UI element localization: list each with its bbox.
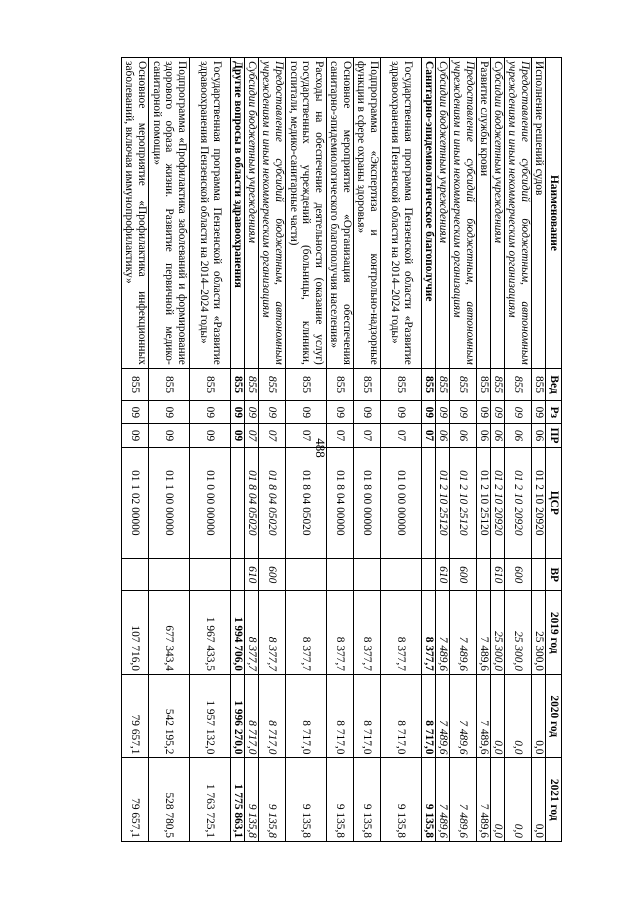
cell-rz: 09 xyxy=(477,401,491,424)
cell-2020: 1 957 132,0 xyxy=(190,674,231,758)
table-row xyxy=(122,58,149,842)
cell-2020: 7 489,6 xyxy=(450,674,477,758)
cell-2021: 7 489,6 xyxy=(477,758,491,842)
cell-csr xyxy=(231,447,245,558)
cell-2021: 9 135,8 xyxy=(245,758,259,842)
table-row xyxy=(231,58,245,842)
budget-table xyxy=(121,57,562,842)
cell-2019: 7 489,6 xyxy=(477,591,491,675)
cell-pr: 09 xyxy=(122,424,149,447)
header-rz: Рз xyxy=(546,401,562,424)
cell-2021: 7 489,6 xyxy=(450,758,477,842)
header-name: Наименование xyxy=(546,58,562,369)
cell-rz: 09 xyxy=(245,401,259,424)
cell-ved: 855 xyxy=(259,368,286,400)
cell-2019: 8 377,7 xyxy=(286,591,327,675)
cell-2021: 9 135,8 xyxy=(286,758,327,842)
cell-rz: 09 xyxy=(436,401,450,424)
cell-rz: 09 xyxy=(422,401,436,424)
cell-name: Предоставление субсидий бюджетным, автономным учреждениям и иным некоммерческим организациям xyxy=(450,58,477,369)
cell-2021: 1 763 725,1 xyxy=(190,758,231,842)
cell-2021: 1 775 863,1 xyxy=(231,758,245,842)
cell-vr: 600 xyxy=(259,558,286,590)
cell-pr: 09 xyxy=(231,424,245,447)
cell-rz: 09 xyxy=(532,401,546,424)
cell-rz: 09 xyxy=(259,401,286,424)
cell-ved: 855 xyxy=(122,368,149,400)
header-csr: ЦСР xyxy=(546,447,562,558)
cell-vr: 610 xyxy=(491,558,505,590)
cell-pr: 07 xyxy=(286,424,327,447)
cell-name: Субсидии бюджетным учреждениям xyxy=(436,58,450,369)
cell-2021: 9 135,8 xyxy=(354,758,381,842)
header-2019: 2019 год xyxy=(546,591,562,675)
cell-2020: 8 717,0 xyxy=(381,674,422,758)
cell-pr: 06 xyxy=(436,424,450,447)
cell-vr xyxy=(381,558,422,590)
cell-ved: 855 xyxy=(286,368,327,400)
cell-rz: 09 xyxy=(149,401,190,424)
cell-name: Подпрограмма «Профилактика заболеваний и формирование здорового образа жизни. Развитие первичной медико-санитарной помощи» xyxy=(149,58,190,369)
cell-2020: 8 717,0 xyxy=(286,674,327,758)
table-row xyxy=(286,58,327,842)
cell-vr xyxy=(231,558,245,590)
table-row xyxy=(436,58,450,842)
cell-vr xyxy=(422,558,436,590)
cell-csr: 01 2 10 20920 xyxy=(491,447,505,558)
cell-rz: 09 xyxy=(190,401,231,424)
cell-name: Расходы на обеспечение деятельности (оказание услуг) государственных учреждений (больницы, клиники, госпитали, медико-санитарные части) xyxy=(286,58,327,369)
cell-vr: 610 xyxy=(245,558,259,590)
cell-ved: 855 xyxy=(505,368,532,400)
cell-rz: 09 xyxy=(491,401,505,424)
cell-name: Основное мероприятие «Организация обеспечения санитарно-эпидемиологического благополучия населения» xyxy=(327,58,354,369)
cell-2019: 25 300,0 xyxy=(491,591,505,675)
cell-2019: 8 377,7 xyxy=(245,591,259,675)
cell-2021: 9 135,8 xyxy=(259,758,286,842)
cell-ved: 855 xyxy=(381,368,422,400)
cell-2020: 0,0 xyxy=(491,674,505,758)
cell-vr: 610 xyxy=(436,558,450,590)
cell-csr: 01 0 00 00000 xyxy=(381,447,422,558)
cell-vr: 600 xyxy=(505,558,532,590)
cell-csr: 01 1 00 00000 xyxy=(149,447,190,558)
cell-2020: 79 657,1 xyxy=(122,674,149,758)
cell-csr: 01 1 02 00000 xyxy=(122,447,149,558)
cell-2021: 9 135,8 xyxy=(422,758,436,842)
cell-2021: 528 780,5 xyxy=(149,758,190,842)
cell-2021: 0,0 xyxy=(505,758,532,842)
cell-2020: 8 717,0 xyxy=(354,674,381,758)
cell-csr: 01 2 10 20920 xyxy=(532,447,546,558)
cell-ved: 855 xyxy=(354,368,381,400)
cell-pr: 09 xyxy=(190,424,231,447)
cell-2021: 9 135,8 xyxy=(327,758,354,842)
cell-2021: 9 135,8 xyxy=(381,758,422,842)
table-row xyxy=(327,58,354,842)
page-number: 488 xyxy=(313,438,328,458)
cell-2019: 25 300,0 xyxy=(532,591,546,675)
cell-pr: 07 xyxy=(245,424,259,447)
cell-2019: 8 377,7 xyxy=(381,591,422,675)
cell-ved: 855 xyxy=(532,368,546,400)
header-ved: Вед xyxy=(546,368,562,400)
cell-vr xyxy=(149,558,190,590)
cell-2020: 8 717,0 xyxy=(245,674,259,758)
cell-csr: 01 2 10 20920 xyxy=(505,447,532,558)
cell-rz: 09 xyxy=(381,401,422,424)
cell-vr xyxy=(286,558,327,590)
cell-csr: 01 2 10 25120 xyxy=(436,447,450,558)
cell-name: Исполнение решений судов xyxy=(532,58,546,369)
cell-ved: 855 xyxy=(231,368,245,400)
cell-2021: 79 657,1 xyxy=(122,758,149,842)
table-row xyxy=(477,58,491,842)
cell-2021: 0,0 xyxy=(532,758,546,842)
cell-rz: 09 xyxy=(327,401,354,424)
cell-pr: 06 xyxy=(505,424,532,447)
cell-2020: 0,0 xyxy=(505,674,532,758)
cell-csr: 01 8 04 05020 xyxy=(259,447,286,558)
cell-vr xyxy=(532,558,546,590)
cell-ved: 855 xyxy=(491,368,505,400)
cell-name: Государственная программа Пензенской области «Развитие здравоохранения Пензенской области на 2014–2024 годы» xyxy=(190,58,231,369)
cell-vr: 600 xyxy=(450,558,477,590)
cell-name: Субсидии бюджетным учреждениям xyxy=(245,58,259,369)
cell-ved: 855 xyxy=(190,368,231,400)
cell-rz: 09 xyxy=(354,401,381,424)
table-row xyxy=(245,58,259,842)
cell-pr: 06 xyxy=(532,424,546,447)
cell-pr: 06 xyxy=(491,424,505,447)
cell-ved: 855 xyxy=(436,368,450,400)
cell-pr: 06 xyxy=(450,424,477,447)
cell-name: Другие вопросы в области здравоохранения xyxy=(231,58,245,369)
cell-rz: 09 xyxy=(122,401,149,424)
cell-2019: 25 300,0 xyxy=(505,591,532,675)
cell-name: Основное мероприятие «Профилактика инфекционных заболеваний, включая иммунопрофилактику» xyxy=(122,58,149,369)
table-row xyxy=(450,58,477,842)
cell-2020: 1 996 270,0 xyxy=(231,674,245,758)
cell-2020: 8 717,0 xyxy=(259,674,286,758)
table-row xyxy=(422,58,436,842)
header-pr: ПР xyxy=(546,424,562,447)
cell-2020: 7 489,6 xyxy=(436,674,450,758)
cell-name: Предоставление субсидий бюджетным, автономным учреждениям и иным некоммерческим организациям xyxy=(505,58,532,369)
header-vr: ВР xyxy=(546,558,562,590)
cell-2019: 1 994 706,0 xyxy=(231,591,245,675)
cell-2019: 8 377,7 xyxy=(259,591,286,675)
table-row xyxy=(190,58,231,842)
header-2021: 2021 год xyxy=(546,758,562,842)
rotated-table-wrapper xyxy=(84,57,562,842)
cell-2019: 107 716,0 xyxy=(122,591,149,675)
cell-name: Предоставление субсидий бюджетным, автономным учреждениям и иным некоммерческим организациям xyxy=(259,58,286,369)
cell-name: Подпрограмма «Экспертиза и контрольно-надзорные функции в сфере охраны здоровья» xyxy=(354,58,381,369)
cell-csr: 01 8 04 00000 xyxy=(327,447,354,558)
cell-name: Государственная программа Пензенской области «Развитие здравоохранения Пензенской области на 2014–2024 годы» xyxy=(381,58,422,369)
cell-2019: 1 967 433,5 xyxy=(190,591,231,675)
cell-2021: 7 489,6 xyxy=(436,758,450,842)
cell-2020: 8 717,0 xyxy=(422,674,436,758)
cell-ved: 855 xyxy=(450,368,477,400)
cell-ved: 855 xyxy=(477,368,491,400)
table-row xyxy=(149,58,190,842)
table-row xyxy=(532,58,546,842)
cell-name: Санитарно-эпидемиологическое благополучие xyxy=(422,58,436,369)
cell-csr: 01 2 10 25120 xyxy=(450,447,477,558)
cell-vr xyxy=(327,558,354,590)
cell-2019: 8 377,7 xyxy=(354,591,381,675)
cell-rz: 09 xyxy=(231,401,245,424)
table-header-row xyxy=(546,58,562,842)
cell-pr: 07 xyxy=(422,424,436,447)
cell-pr: 07 xyxy=(381,424,422,447)
cell-rz: 09 xyxy=(286,401,327,424)
cell-pr: 06 xyxy=(477,424,491,447)
table-row xyxy=(491,58,505,842)
cell-csr xyxy=(422,447,436,558)
cell-csr: 01 8 00 00000 xyxy=(354,447,381,558)
cell-2020: 8 717,0 xyxy=(327,674,354,758)
cell-pr: 09 xyxy=(149,424,190,447)
cell-2021: 0,0 xyxy=(491,758,505,842)
cell-csr: 01 8 04 05020 xyxy=(286,447,327,558)
cell-vr xyxy=(122,558,149,590)
cell-ved: 855 xyxy=(149,368,190,400)
table-row xyxy=(381,58,422,842)
cell-ved: 855 xyxy=(245,368,259,400)
table-row xyxy=(505,58,532,842)
cell-2019: 677 343,4 xyxy=(149,591,190,675)
header-2020: 2020 год xyxy=(546,674,562,758)
cell-vr xyxy=(354,558,381,590)
table-row xyxy=(354,58,381,842)
cell-name: Развитие службы крови xyxy=(477,58,491,369)
cell-pr: 07 xyxy=(259,424,286,447)
cell-vr xyxy=(190,558,231,590)
cell-2020: 7 489,6 xyxy=(477,674,491,758)
cell-vr xyxy=(477,558,491,590)
cell-ved: 855 xyxy=(327,368,354,400)
cell-ved: 855 xyxy=(422,368,436,400)
cell-csr: 01 8 04 05020 xyxy=(245,447,259,558)
cell-2020: 542 195,2 xyxy=(149,674,190,758)
cell-csr: 01 2 10 25120 xyxy=(477,447,491,558)
cell-name: Субсидии бюджетным учреждениям xyxy=(491,58,505,369)
table-row xyxy=(259,58,286,842)
cell-rz: 09 xyxy=(450,401,477,424)
cell-rz: 09 xyxy=(505,401,532,424)
cell-2019: 8 377,7 xyxy=(422,591,436,675)
cell-2019: 8 377,7 xyxy=(327,591,354,675)
cell-2019: 7 489,6 xyxy=(450,591,477,675)
cell-2019: 7 489,6 xyxy=(436,591,450,675)
cell-pr: 07 xyxy=(327,424,354,447)
cell-2020: 0,0 xyxy=(532,674,546,758)
cell-pr: 07 xyxy=(354,424,381,447)
cell-csr: 01 0 00 00000 xyxy=(190,447,231,558)
